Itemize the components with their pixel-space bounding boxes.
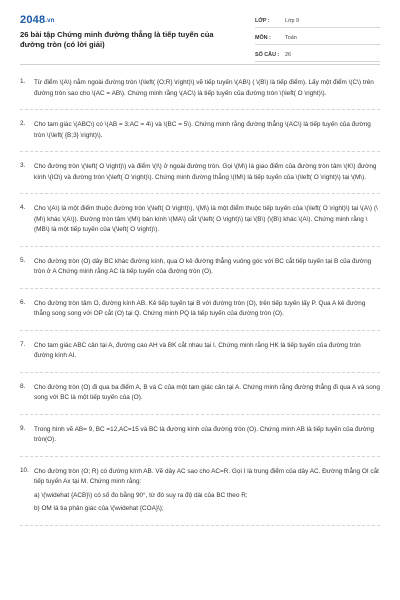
question-text: Cho đường tròn (O) đi qua ba điểm A, B và C của một tam giác cân tại A. Chứng minh rằng đường thẳng đi qua A và song song với BC là một tiếp tuyến của (O).: [34, 383, 380, 401]
document-header: [0, 0, 400, 62]
meta-row: [255, 48, 380, 62]
question-list: [20, 78, 380, 536]
document-meta: [255, 14, 380, 65]
question-text: Cho đường tròn (O; R) có đường kính AB. Vẽ dây AC sao cho AC=R. Gọi I là trung điểm của dây AC. Đường thẳng OI cắt tiếp tuyến Ax tại M. Chứng minh rằng:: [34, 467, 379, 485]
meta-value: 26: [285, 51, 291, 58]
question-number: 1.: [20, 78, 26, 85]
question-number: 8.: [20, 382, 26, 390]
meta-value: Lớp 9: [285, 17, 300, 24]
question-text: Cho đường tròn tâm O, đường kính AB. Kẻ tiếp tuyến tại B với đường tròn (O), trên tiếp tuyến lấy P. Qua A kẻ đường thẳng song song với OP cắt (O) tại Q. Chứng minh PQ là tiếp tuyến của đường tròn (O).: [34, 299, 366, 317]
question-number: 4.: [20, 204, 26, 211]
question-number: 10.: [20, 466, 29, 474]
question-item: [20, 467, 380, 526]
question-number: 7.: [20, 340, 26, 348]
question-number: 9.: [20, 424, 26, 432]
question-number: 6.: [20, 298, 26, 306]
question-subpart: a) \(\widehat {ACB}\) có số đo bằng 90°, từ đó suy ra độ dài của BC theo R;: [34, 491, 248, 499]
question-item: [20, 257, 380, 289]
question-text: Cho \(A\) là một điểm thuộc đường tròn \(\left( O \right)\), \(M\) là một điểm thuộc tiếp tuyến của \(\left( O \right)\) tại \(A\) (\(M\) khác \(A\)). Đường tròn tâm \(M\) bán kính \(MA\) cắt \(\left( O \right)\) tại \(B\) (\(B\) khác \(A\). Chứng minh rằng \(MB\) là một tiếp tuyến của \(\left( O \right)\).: [34, 205, 378, 233]
question-item: [20, 341, 380, 373]
meta-key: SỐ CÂU :: [255, 51, 280, 58]
question-item: [20, 204, 380, 247]
question-item: [20, 78, 380, 110]
question-text: Cho tam giác ABC cân tại A, đường cao AH và BK cắt nhau tại I. Chứng minh rằng HK là tiếp tuyến của đường tròn đường kính AI.: [34, 341, 361, 359]
meta-value: Toán: [285, 34, 297, 41]
question-item: [20, 162, 380, 194]
meta-key: LỚP :: [255, 17, 270, 24]
meta-row: [255, 14, 380, 28]
question-subpart: b) OM là tia phân giác của \(\widehat {COA}\);: [34, 505, 164, 512]
question-text: Từ điểm \(A\) nằm ngoài đường tròn \(\left( {O;R} \right)\) vẽ tiếp tuyến \(AB\) ( \(B\) là tiếp điểm). Lấy một điểm \(C\) trên đường tròn sao cho \(AC = AB\). Chứng minh rằng \(AC\) là tiếp tuyến của đường tròn \(\left( O \right)\).: [34, 79, 374, 97]
question-number: 3.: [20, 162, 26, 169]
question-item: [20, 120, 380, 152]
meta-key: MÔN :: [255, 34, 271, 41]
question-text: Trong hình vẽ AB= 9, BC =12,AC=15 và BC là đường kính của đường tròn (O). Chứng minh AB là tiếp tuyến của đường tròn(O).: [34, 425, 375, 443]
question-item: [20, 425, 380, 457]
question-text: Cho đường tròn \(\left( O \right)\) và điểm \(I\) ở ngoài đường tròn. Gọi \(M\) là giao điểm của đường tròn tâm \(K\) đường kính \(IO\) và đường tròn \(\left( O \right)\). Chứng minh đường thẳng \(IM\) là tiếp tuyến của \(\left( O \right)\) tại \(M\).: [34, 163, 377, 181]
site-logo[interactable]: 2048.vn: [20, 14, 55, 26]
question-text: Cho tam giác \(ABC\) có \(AB = 3;AC = 4\) và \(BC = 5\). Chứng minh rằng đường thẳng \(AC\) là tiếp tuyến của đường tròn \(\left( {B;3} \right)\).: [34, 121, 371, 139]
header-divider: [20, 64, 380, 65]
question-text: Cho đường tròn (O) dây BC khác đường kính, qua O kẻ đường thẳng vuông góc với BC cắt tiếp tuyến tại B của đường tròn ở A Chứng minh rằng AC là tiếp tuyến của đường tròn (O).: [34, 257, 372, 275]
question-number: 5.: [20, 256, 26, 264]
question-item: [20, 383, 380, 415]
document-title: 26 bài tập Chứng minh đường thẳng là tiếp tuyến của đường tròn (có lời giải): [20, 30, 214, 49]
question-item: [20, 299, 380, 331]
meta-row: [255, 31, 380, 45]
question-number: 2.: [20, 120, 26, 127]
